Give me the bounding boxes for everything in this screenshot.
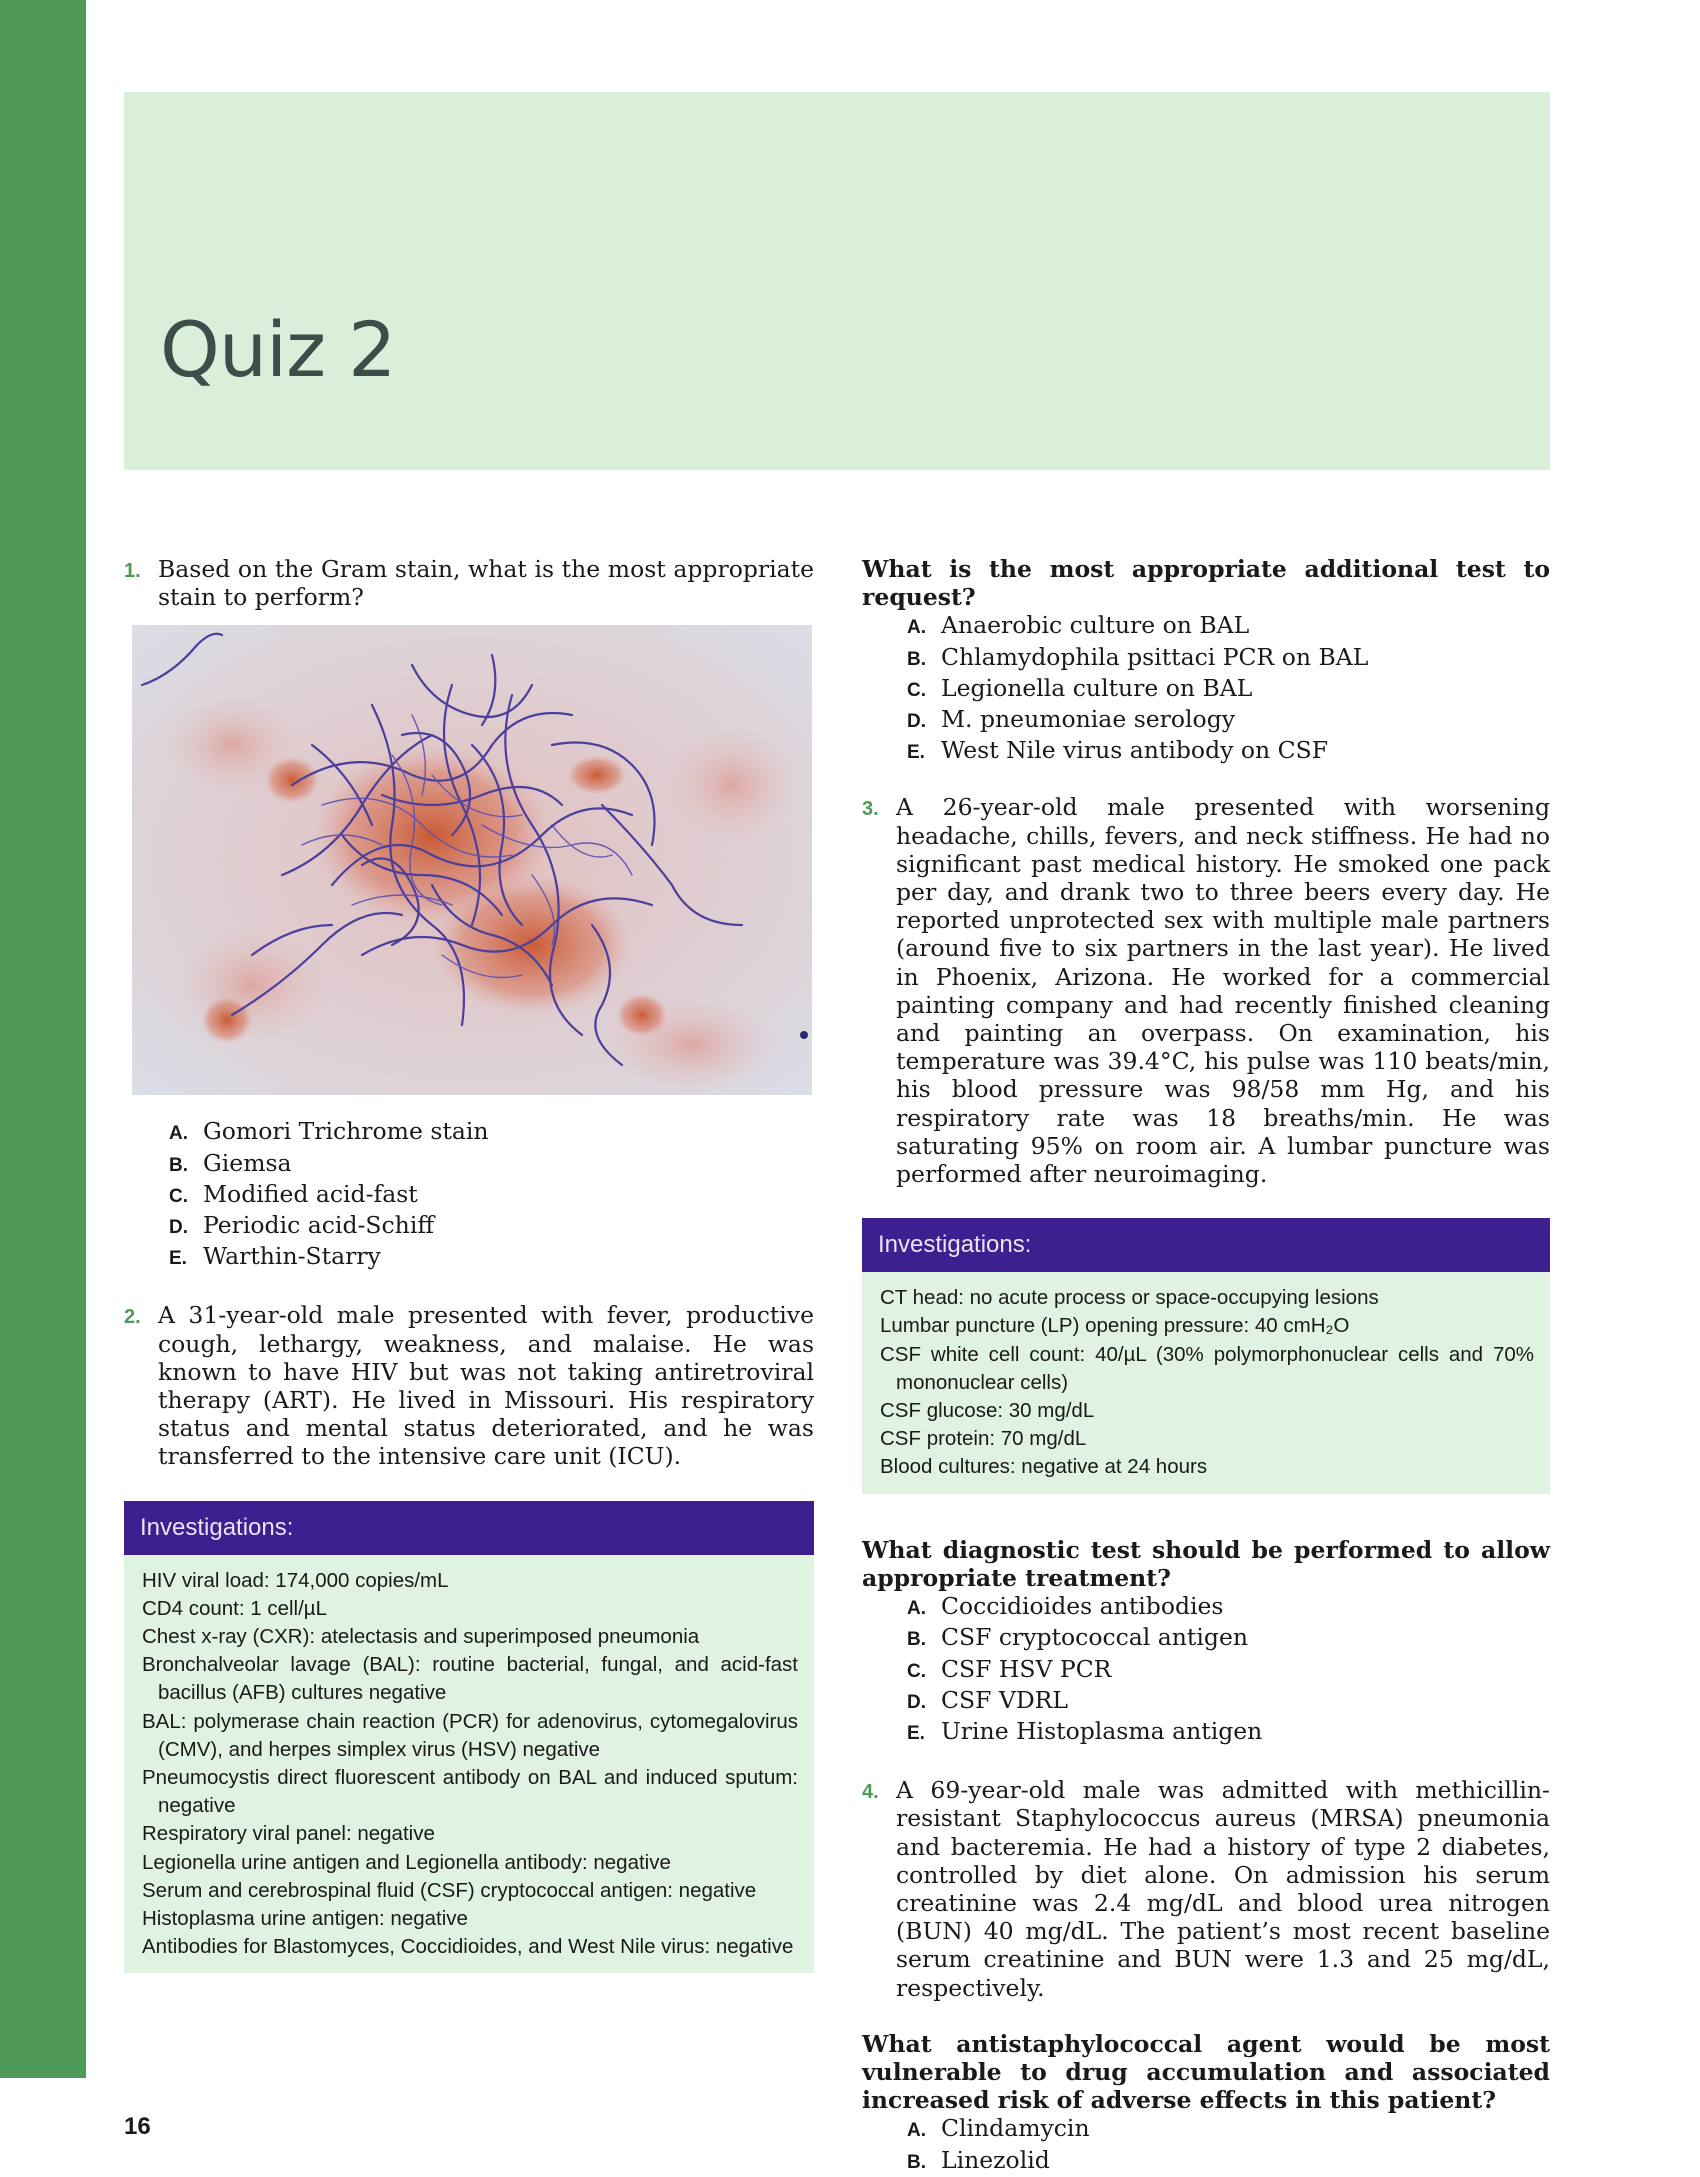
right-column	[862, 555, 1550, 2177]
question-1-options	[124, 1117, 814, 1273]
option-a[interactable]: A. Clindamycin	[907, 2114, 1090, 2143]
question-1	[124, 555, 814, 611]
investigation-item: Blood cultures: negative at 24 hours	[880, 1455, 1208, 1479]
investigation-item: CT head: no acute process or space-occupying lesions	[880, 1286, 1379, 1310]
option-d[interactable]: D. M. pneumoniae serology	[907, 705, 1236, 734]
question-2	[124, 1301, 814, 1470]
option-d[interactable]: D. Periodic acid-Schiff	[169, 1211, 435, 1240]
option-d[interactable]: D. CSF VDRL	[907, 1685, 1068, 1714]
investigation-item: CSF protein: 70 mg/dL	[880, 1427, 1087, 1451]
investigation-item: HIV viral load: 174,000 copies/mL	[142, 1568, 449, 1592]
option-c[interactable]: C. Legionella culture on BAL	[907, 673, 1253, 702]
option-b[interactable]: B. Chlamydophila psittaci PCR on BAL	[907, 642, 1369, 671]
option-b[interactable]: B. Giemsa	[169, 1148, 292, 1177]
page-number: 16	[124, 2113, 151, 2140]
investigation-item: Serum and cerebrospinal fluid (CSF) cryptococcal antigen: negative	[142, 1878, 757, 1902]
option-b[interactable]: B. CSF cryptococcal antigen	[907, 1623, 1248, 1652]
investigation-item: Legionella urine antigen and Legionella antibody: negative	[142, 1850, 671, 1874]
left-column	[124, 555, 814, 1973]
question-text: A 69-year-old male was admitted with methicillin-resistant Staphylococcus aureus (MRSA) pneumonia and bacteremia. He had a history of type 2 diabetes, controlled by diet alone. On admission his serum creatinine was 2.4 mg/dL and blood urea nitrogen (BUN) 40 mg/dL. The patient’s most recent baseline serum creatinine and BUN were 1.3 and 25 mg/dL, respectively.	[896, 1776, 1550, 2002]
question-text: A 26-year-old male presented with worsening headache, chills, fevers, and neck stiffness. He had no significant past medical history. He smoked one pack per day, and drank two to three beers every day. He reported unprotected sex with multiple male partners (around five to six partners in the last year). He lived in Phoenix, Arizona. He worked for a commercial painting company and had recently finished cleaning and painting an overpass. On examination, his temperature was 39.4°C, his pulse was 110 beats/min, his blood pressure was 98/58 mm Hg, and his respiratory rate was 18 breaths/min. He was saturating 95% on room air. A lumbar puncture was performed after neuroimaging.	[896, 793, 1550, 1189]
question-number: 1.	[124, 560, 141, 582]
question-number: 2.	[124, 1306, 141, 1329]
investigations-box	[862, 1218, 1550, 1493]
option-a[interactable]: A. Anaerobic culture on BAL	[907, 611, 1250, 640]
investigations-header: Investigations:	[124, 1501, 814, 1555]
question-text: Based on the Gram stain, what is the most appropriate stain to perform?	[158, 555, 814, 612]
investigations-list	[862, 1272, 1550, 1493]
option-b[interactable]: B. Linezolid	[907, 2145, 1050, 2174]
gram-stain-micrograph	[132, 625, 812, 1095]
question-3	[862, 793, 1550, 1188]
question-text: A 31-year-old male presented with fever, productive cough, lethargy, weakness, and malaise. He was known to have HIV but was not taking antiretroviral therapy (ART). He lived in Missouri. His respiratory status and mental status deteriorated, and he was transferred to the intensive care unit (ICU).	[158, 1301, 814, 1471]
investigation-item: Histoplasma urine antigen: negative	[142, 1907, 468, 1931]
title-banner	[124, 92, 1550, 470]
green-sidebar-bar	[0, 0, 86, 2078]
investigation-item: Respiratory viral panel: negative	[142, 1822, 435, 1846]
investigations-list	[124, 1555, 814, 1974]
investigation-item: CSF white cell count: 40/µL (30% polymorphonuclear cells and 70% mononuclear cells)	[880, 1342, 1534, 1394]
option-c[interactable]: C. Modified acid-fast	[169, 1179, 418, 1208]
option-e[interactable]: E. West Nile virus antibody on CSF	[907, 736, 1329, 765]
question-4-options	[862, 2114, 1550, 2176]
question-3-options	[862, 1592, 1550, 1748]
investigation-item: CD4 count: 1 cell/µL	[142, 1596, 328, 1620]
option-a[interactable]: A. Coccidioides antibodies	[907, 1592, 1224, 1621]
question-number: 4.	[862, 1781, 879, 1804]
option-c[interactable]: C. CSF HSV PCR	[907, 1654, 1112, 1683]
question-2-prompt: What is the most appropriate additional test to request?	[862, 555, 1550, 612]
investigations-box	[124, 1501, 814, 1974]
page-title: Quiz 2	[160, 305, 396, 394]
option-e[interactable]: E. Urine Histoplasma antigen	[907, 1716, 1263, 1745]
question-3-prompt: What diagnostic test should be performed to allow appropriate treatment?	[862, 1535, 1550, 1592]
investigation-item: Bronchalveolar lavage (BAL): routine bacterial, fungal, and acid-fast bacillus (AFB) cultures negative	[142, 1653, 798, 1705]
option-a[interactable]: A. Gomori Trichrome stain	[169, 1117, 489, 1146]
investigation-item: Lumbar puncture (LP) opening pressure: 40 cmH₂O	[880, 1314, 1350, 1338]
investigation-item: Pneumocystis direct fluorescent antibody on BAL and induced sputum: negative	[142, 1766, 798, 1818]
investigations-header: Investigations:	[862, 1218, 1550, 1272]
question-2-options	[862, 611, 1550, 767]
option-e[interactable]: E. Warthin-Starry	[169, 1242, 381, 1271]
investigation-item: Antibodies for Blastomyces, Coccidioides, and West Nile virus: negative	[142, 1935, 794, 1959]
question-4-prompt: What antistaphylococcal agent would be most vulnerable to drug accumulation and associated increased risk of adverse effects in this patient?	[862, 2029, 1550, 2115]
question-number: 3.	[862, 798, 879, 821]
question-4	[862, 1776, 1550, 2002]
investigation-item: BAL: polymerase chain reaction (PCR) for adenovirus, cytomegalovirus (CMV), and herpes simplex virus (HSV) negative	[142, 1709, 798, 1761]
investigation-item: CSF glucose: 30 mg/dL	[880, 1399, 1095, 1423]
investigation-item: Chest x-ray (CXR): atelectasis and superimposed pneumonia	[142, 1625, 700, 1649]
